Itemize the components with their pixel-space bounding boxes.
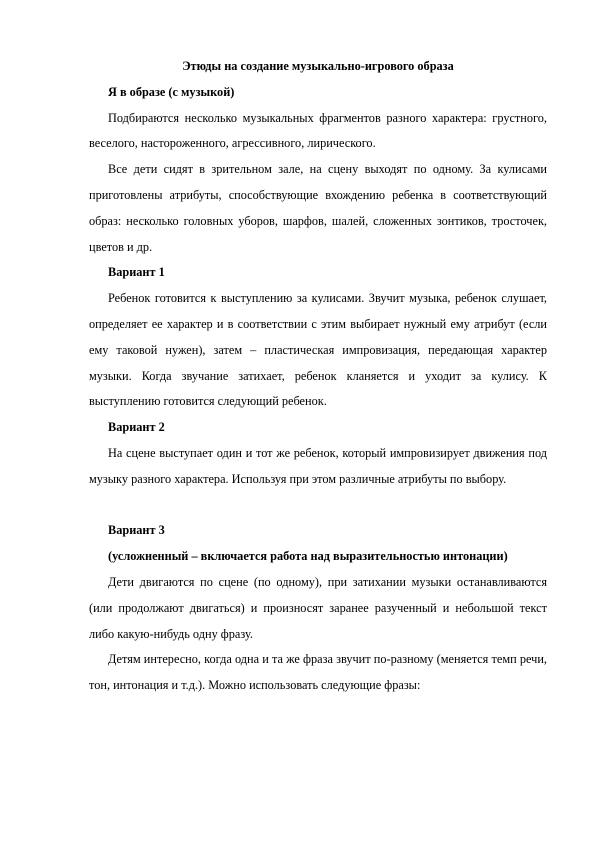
document-title: Этюды на создание музыкально-игрового образа — [182, 59, 454, 73]
intro-paragraph-1: Подбираются несколько музыкальных фрагментов разного характера: грустного, веселого, настороженного, агрессивного, лирического. — [89, 110, 547, 151]
variant-2-text: На сцене выступает один и тот же ребенок, который импровизирует движения под музыку разного характера. Используя при этом различные атрибуты по выбору. — [89, 445, 547, 486]
blank-line — [89, 493, 547, 519]
variant-1-text: Ребенок готовится к выступлению за кулисами. Звучит музыка, ребенок слушает, определяет ее характер и в соответствии с этим выбирает нужный ему атрибут (если ему таковой нужен), затем – пластическая импровизация, передающая характер музыки. Когда звучание затихает, ребенок кланяется и уходит за кулису. К выступлению готовится следующий ребенок. — [89, 291, 547, 409]
section-heading: Я в образе (с музыкой) — [108, 84, 235, 99]
variant-3-subheading: (усложненный – включается работа над выразительностью интонации) — [108, 549, 508, 564]
variant-3-paragraph-2: Детям интересно, когда одна и та же фраза звучит по-разному (меняется темп речи, тон, интонация и т.д.). Можно использовать следующие фразы: — [89, 652, 547, 693]
intro-paragraph-2: Все дети сидят в зрительном зале, на сцену выходят по одному. За кулисами приготовлены атрибуты, способствующие вхождению ребенка в соответствующий образ: несколько головных уборов, шарфов, шалей, сложенных зонтиков, тросточек, цветов и др. — [89, 162, 547, 254]
document-page — [89, 54, 547, 699]
variant-2-heading: Вариант 2 — [108, 420, 165, 435]
variant-3-heading: Вариант 3 — [108, 523, 165, 538]
variant-3-paragraph-1: Дети двигаются по сцене (по одному), при затихании музыки останавливаются (или продолжают двигаться) и произносят заранее разученный и небольшой текст либо какую-нибудь одну фразу. — [89, 574, 547, 641]
variant-1-heading: Вариант 1 — [108, 265, 165, 280]
